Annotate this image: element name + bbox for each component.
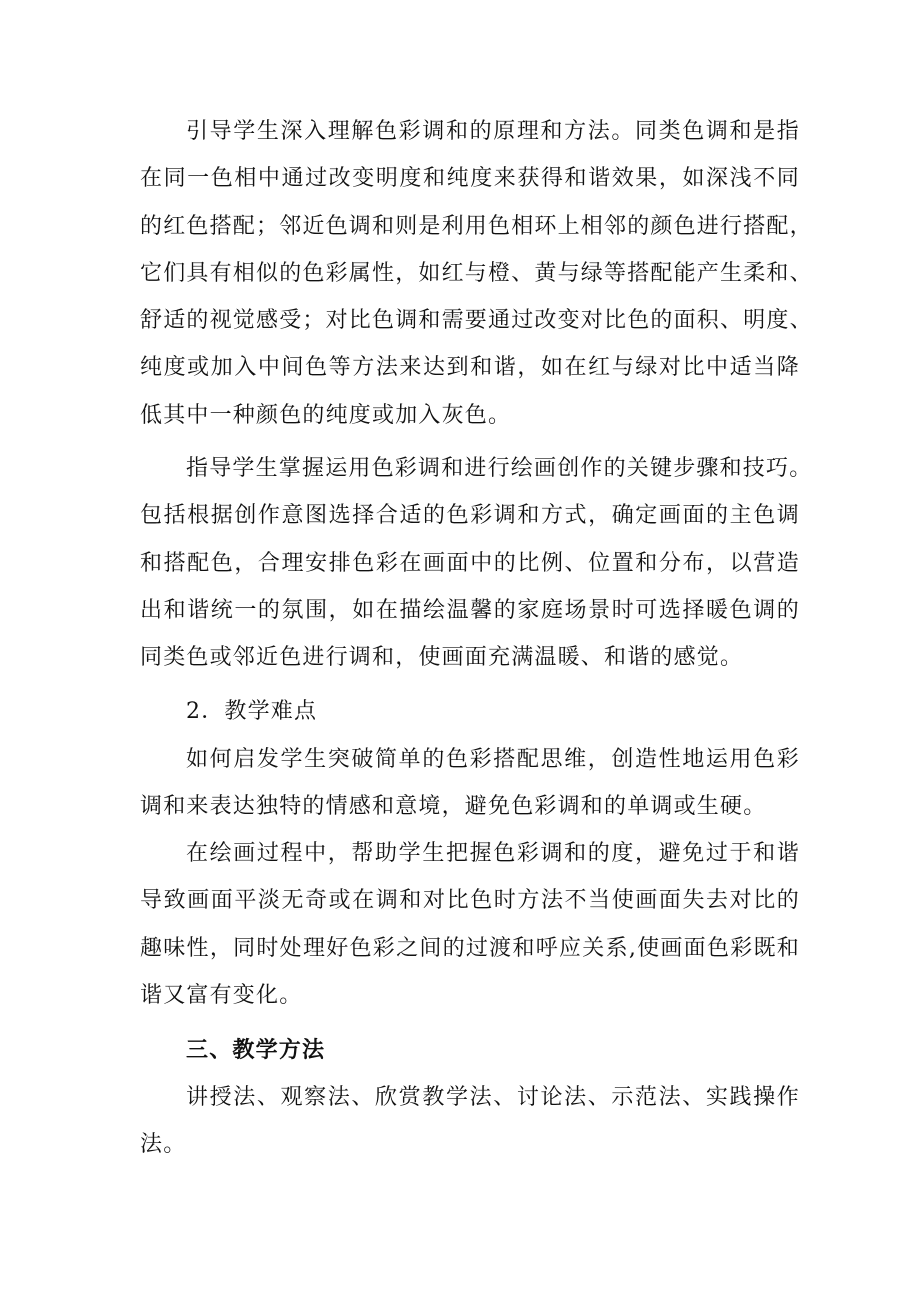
text-line: 低其中一种颜色的纯度或加入灰色。 xyxy=(140,402,512,428)
section-heading-teaching-difficulty: 2．教学难点 xyxy=(186,699,318,724)
text-line: 舒适的视觉感受；对比色调和需要通过改变对比色的面积、明度、 xyxy=(140,308,813,334)
text-line: 的红色搭配；邻近色调和则是利用色相环上相邻的颜色进行搭配， xyxy=(140,213,813,239)
paragraph-teaching-methods xyxy=(140,1074,800,1169)
text-line: 讲授法、观察法、欣赏教学法、讨论法、示范法、实践操作 xyxy=(186,1085,800,1110)
section-heading-teaching-methods: 三、教学方法 xyxy=(186,1038,326,1063)
text-line: 指导学生掌握运用色彩调和进行绘画创作的关键步骤和技巧。 xyxy=(186,456,813,481)
text-line: 法。 xyxy=(140,1132,187,1158)
text-line: 纯度或加入中间色等方法来达到和谐，如在红与绿对比中适当降 xyxy=(140,355,800,381)
paragraph-difficulty-one xyxy=(140,736,800,831)
text-line: 和搭配色，合理安排色彩在画面中的比例、位置和分布，以营造 xyxy=(140,550,800,576)
text-line: 它们具有相似的色彩属性，如红与橙、黄与绿等搭配能产生柔和、 xyxy=(140,260,813,286)
paragraph-color-harmony-principles xyxy=(140,108,813,439)
text-line: 在同一色相中通过改变明度和纯度来获得和谐效果，如深浅不同 xyxy=(140,166,800,192)
text-line: 调和来表达独特的情感和意境，避免色彩调和的单调或生硬。 xyxy=(140,794,767,820)
text-line: 出和谐统一的氛围，如在描绘温馨的家庭场景时可选择暖色调的 xyxy=(140,597,800,623)
text-line: 趣味性，同时处理好色彩之间的过渡和呼应关系,使画面色彩既和 xyxy=(140,935,800,961)
text-line: 导致画面平淡无奇或在调和对比色时方法不当使画面失去对比的 xyxy=(140,888,800,914)
paragraph-creation-steps xyxy=(140,445,813,681)
text-line: 如何启发学生突破简单的色彩搭配思维，创造性地运用色彩 xyxy=(186,747,800,772)
text-line: 在绘画过程中，帮助学生把握色彩调和的度，避免过于和谐 xyxy=(186,841,800,866)
text-line: 包括根据创作意图选择合适的色彩调和方式，确定画面的主色调 xyxy=(140,503,800,529)
text-line: 谐又富有变化。 xyxy=(140,982,303,1008)
text-line: 引导学生深入理解色彩调和的原理和方法。同类色调和是指 xyxy=(186,119,800,144)
text-line: 同类色或邻近色进行调和，使画面充满温暖、和谐的感觉。 xyxy=(140,645,744,671)
paragraph-difficulty-two xyxy=(140,830,800,1019)
